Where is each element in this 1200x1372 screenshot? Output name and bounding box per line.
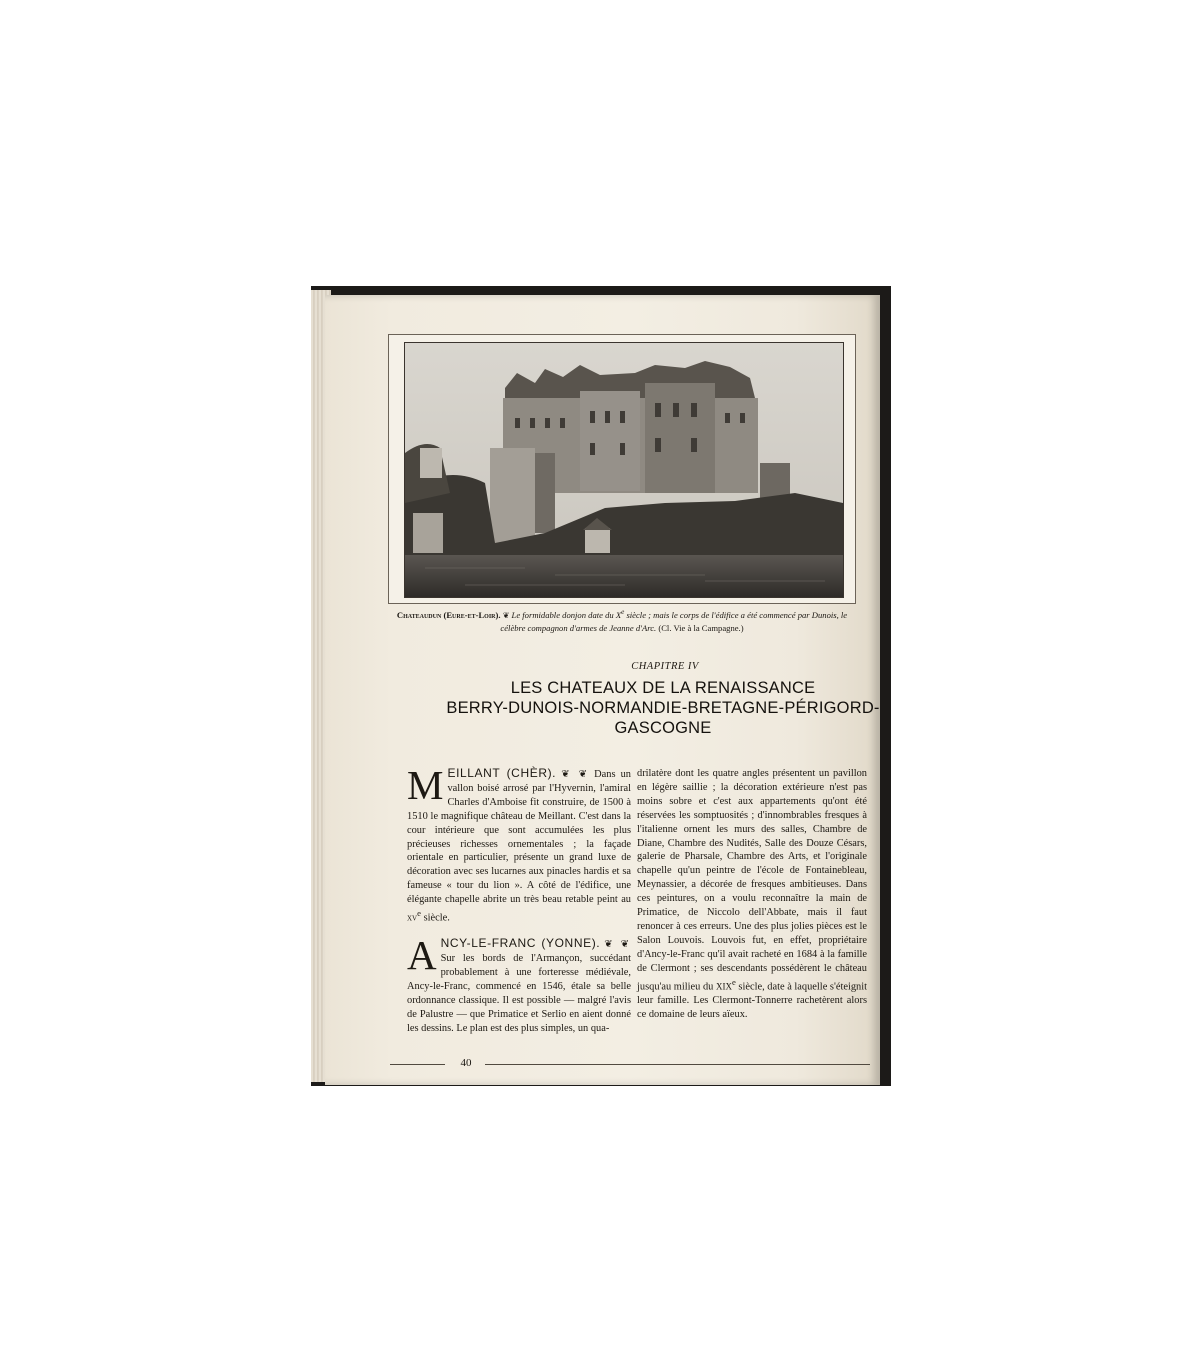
paragraph-continued: drilatère dont les quatre angles présentent un pavillon en légère saillie ; la décoration extérieure n'est pas moins sobre et c'est aux appartements qu'ont été réservées les somptuosités ; d'innombrables fresques à l'italienne ornent les murs des salles, Chambre de Diane, Chambre des Nudités, Salle des Douze Césars, galerie de Pharsale, Chambre des Arts, et l'originale chapelle qu'un peintre de l'école de Fontainebleau, Meynassier, a décorée de fresques ambitieuses. Dans ces peintures, on a voulu reconnaître la main de Primatice, de Niccolo dell'Abbate, mais il faut renoncer à ces erreurs. Une des plus jolies pièces est le Salon Louvois. Louvois fut, en effet, propriétaire d'Ancy-le-Franc qu'il avait racheté en 1684 à la famille de Clermont ; ses descendants possédèrent le château jusqu'au milieu du XIXe siècle, date à laquelle s'éteignit leur famille. Les Clermont-Tonnerre rachetèrent alors ce domaine de leurs aïeux. xyxy=(637,768,867,1020)
chapter-title-line: GASCOGNE xyxy=(614,719,712,737)
paragraph-ancy-le-franc: ANCY-LE-FRANC (YONNE). ❦ ❦ Sur les bords de l'Armançon, succédant probablement à une forteresse médiévale, Ancy-le-Franc, commencé en 1546, étale sa belle ordonnance classique. Il est possible — malgré l'avis de Palustre — que Primatice et Serlio en aient donné les dessins. Le plan est des plus simples, un qua- xyxy=(407,932,631,1034)
chapter-title xyxy=(428,678,898,738)
paragraph-meillant: MEILLANT (CHÈR). ❦ ❦ Dans un vallon boisé arrosé par l'Hyvernin, l'amiral Charles d'Amboise fit construire, de 1500 à 1510 le magnifique château de Meillant. C'est dans la cour intérieure que sont accumulées les plus précieuses richesses ornementales ; la façade orientale en particulier, présente un grand luxe de décoration avec ses lucarnes aux pinacles hardis et sa fameuse « tour du lion ». A côté de l'édifice, une élégante chapelle abrite un très beau retable peint au $xv^e$ siècle. xyxy=(407,762,631,924)
chapter-label: CHAPITRE IV xyxy=(631,661,699,672)
book-page xyxy=(325,295,880,1085)
caption-text: Le formidable donjon date du Xe siècle ; mais le corps de l'édifice a été commencé par Dunois, le célèbre compagnon d'armes de Jeanne d'Arc. xyxy=(500,608,848,633)
photo-frame xyxy=(388,334,856,604)
section-heading: NCY-LE-FRANC (YONNE). xyxy=(440,936,601,951)
leaf-ornament-icon: ❦ ❦ xyxy=(604,939,631,951)
section-heading: EILLANT (CHÈR). xyxy=(447,766,557,780)
footer-rule-right xyxy=(485,1064,870,1065)
drop-cap: A xyxy=(407,932,437,979)
page-number: 40 xyxy=(460,1057,472,1069)
footer-rule-left xyxy=(390,1064,445,1065)
caption-place: Chateaudun (Eure-et-Loir). xyxy=(396,609,501,620)
photo-caption xyxy=(391,606,853,634)
caption-credit: (Cl. Vie à la Campagne.) xyxy=(656,622,744,633)
chateau-photo xyxy=(404,342,844,598)
leaf-ornament-icon: ❦ xyxy=(502,610,510,620)
leaf-ornament-icon: ❦ ❦ xyxy=(561,769,590,780)
chapter-title-line: LES CHATEAUX DE LA RENAISSANCE xyxy=(510,679,816,697)
chapter-title-line: BERRY-DUNOIS-NORMANDIE-BRETAGNE-PÉRIGORD- xyxy=(446,699,880,717)
drop-cap: M xyxy=(407,762,444,808)
left-column xyxy=(407,762,631,1036)
right-column xyxy=(637,767,867,1022)
